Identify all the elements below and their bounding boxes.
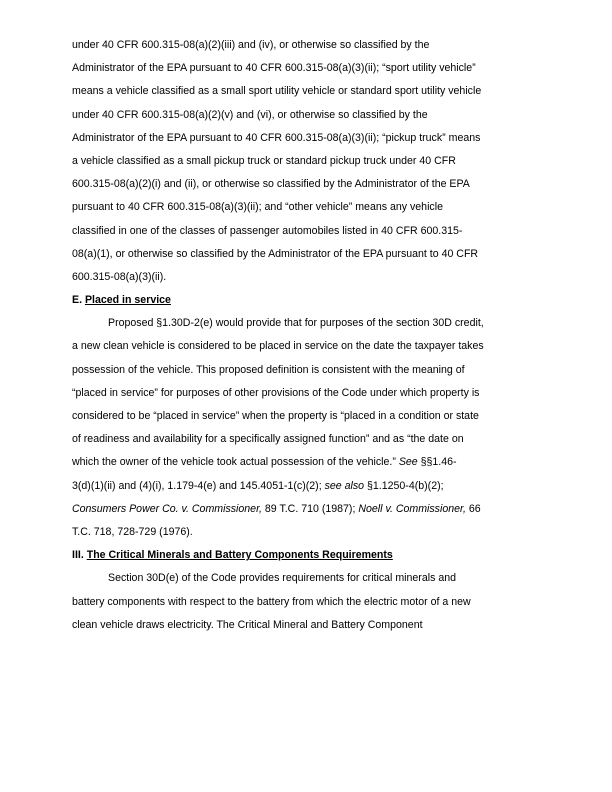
text-line: means a vehicle classified as a small sport utility vehicle or standard sport utility vehicle <box>72 85 482 98</box>
heading-prefix: E. <box>72 294 85 307</box>
paragraph-critical-minerals <box>72 567 542 637</box>
text-line: possession of the vehicle. This proposed definition is consistent with the meaning of <box>72 363 465 376</box>
section-heading-iii <box>72 544 542 567</box>
text-line <box>72 451 542 474</box>
text-line: Administrator of the EPA pursuant to 40 CFR 600.315-08(a)(3)(ii); “pickup truck” means <box>72 131 481 144</box>
section-heading-e <box>72 289 542 312</box>
text-line: considered to be “placed in service” when the property is “placed in a condition or state <box>72 410 479 422</box>
heading-title: The Critical Minerals and Battery Components Requirements <box>86 549 393 562</box>
heading-title: Placed in service <box>84 294 171 307</box>
heading-prefix: III. <box>72 549 87 562</box>
case-name: Noell v. Commissioner, <box>358 502 466 515</box>
text-line: Administrator of the EPA pursuant to 40 CFR 600.315-08(a)(3)(ii); “sport utility vehicle” <box>72 62 476 75</box>
text-line: 600.315-08(a)(3)(ii). <box>72 270 167 283</box>
document-body <box>72 34 542 637</box>
text-line <box>72 498 542 521</box>
text-line: pursuant to 40 CFR 600.315-08(a)(3)(ii); and “other vehicle” means any vehicle <box>72 201 443 214</box>
signal-see: See <box>398 456 418 469</box>
citation-text: 66 <box>465 502 481 515</box>
paragraph-vehicle-classes <box>72 34 542 289</box>
case-name: Consumers Power Co. v. Commissioner, <box>72 502 262 515</box>
text-line: under 40 CFR 600.315-08(a)(2)(iii) and (iv), or otherwise so classified by the <box>72 39 430 51</box>
text-line: 600.315-08(a)(2)(i) and (ii), or otherwise so classified by the Administrator of the EPA <box>72 178 470 191</box>
text-line: Section 30D(e) of the Code provides requirements for critical minerals and <box>108 572 456 585</box>
text-line: 08(a)(1), or otherwise so classified by the Administrator of the EPA pursuant to 40 CFR <box>72 247 479 260</box>
text-line: a vehicle classified as a small pickup truck or standard pickup truck under 40 CFR <box>72 154 456 167</box>
text-line: a new clean vehicle is considered to be placed in service on the date the taxpayer takes <box>72 340 484 353</box>
paragraph-placed-in-service <box>72 312 542 544</box>
text-line: clean vehicle draws electricity. The Critical Mineral and Battery Component <box>72 618 423 631</box>
text-line: “placed in service” for purposes of other provisions of the Code under which property is <box>72 386 480 399</box>
line-text: which the owner of the vehicle took actual possession of the vehicle.” <box>72 456 399 469</box>
citation-text: §§1.46- <box>417 456 457 469</box>
text-line: under 40 CFR 600.315-08(a)(2)(v) and (vi), or otherwise so classified by the <box>72 108 428 121</box>
line-text: 3(d)(1)(ii) and (4)(i), 1.179-4(e) and 145.4051-1(c)(2); <box>72 479 325 492</box>
signal-see-also: see also <box>324 479 365 492</box>
text-line: of readiness and availability for a specifically assigned function” and as “the date on <box>72 433 464 446</box>
text-line: classified in one of the classes of passenger automobiles listed in 40 CFR 600.315- <box>72 224 463 237</box>
text-line: T.C. 718, 728-729 (1976). <box>72 525 193 538</box>
citation-text: §1.1250-4(b)(2); <box>364 479 444 492</box>
text-line <box>72 475 542 498</box>
citation-text: 89 T.C. 710 (1987); <box>261 502 359 515</box>
text-line: Proposed §1.30D-2(e) would provide that for purposes of the section 30D credit, <box>108 317 484 330</box>
text-line: battery components with respect to the battery from which the electric motor of a new <box>72 595 471 608</box>
